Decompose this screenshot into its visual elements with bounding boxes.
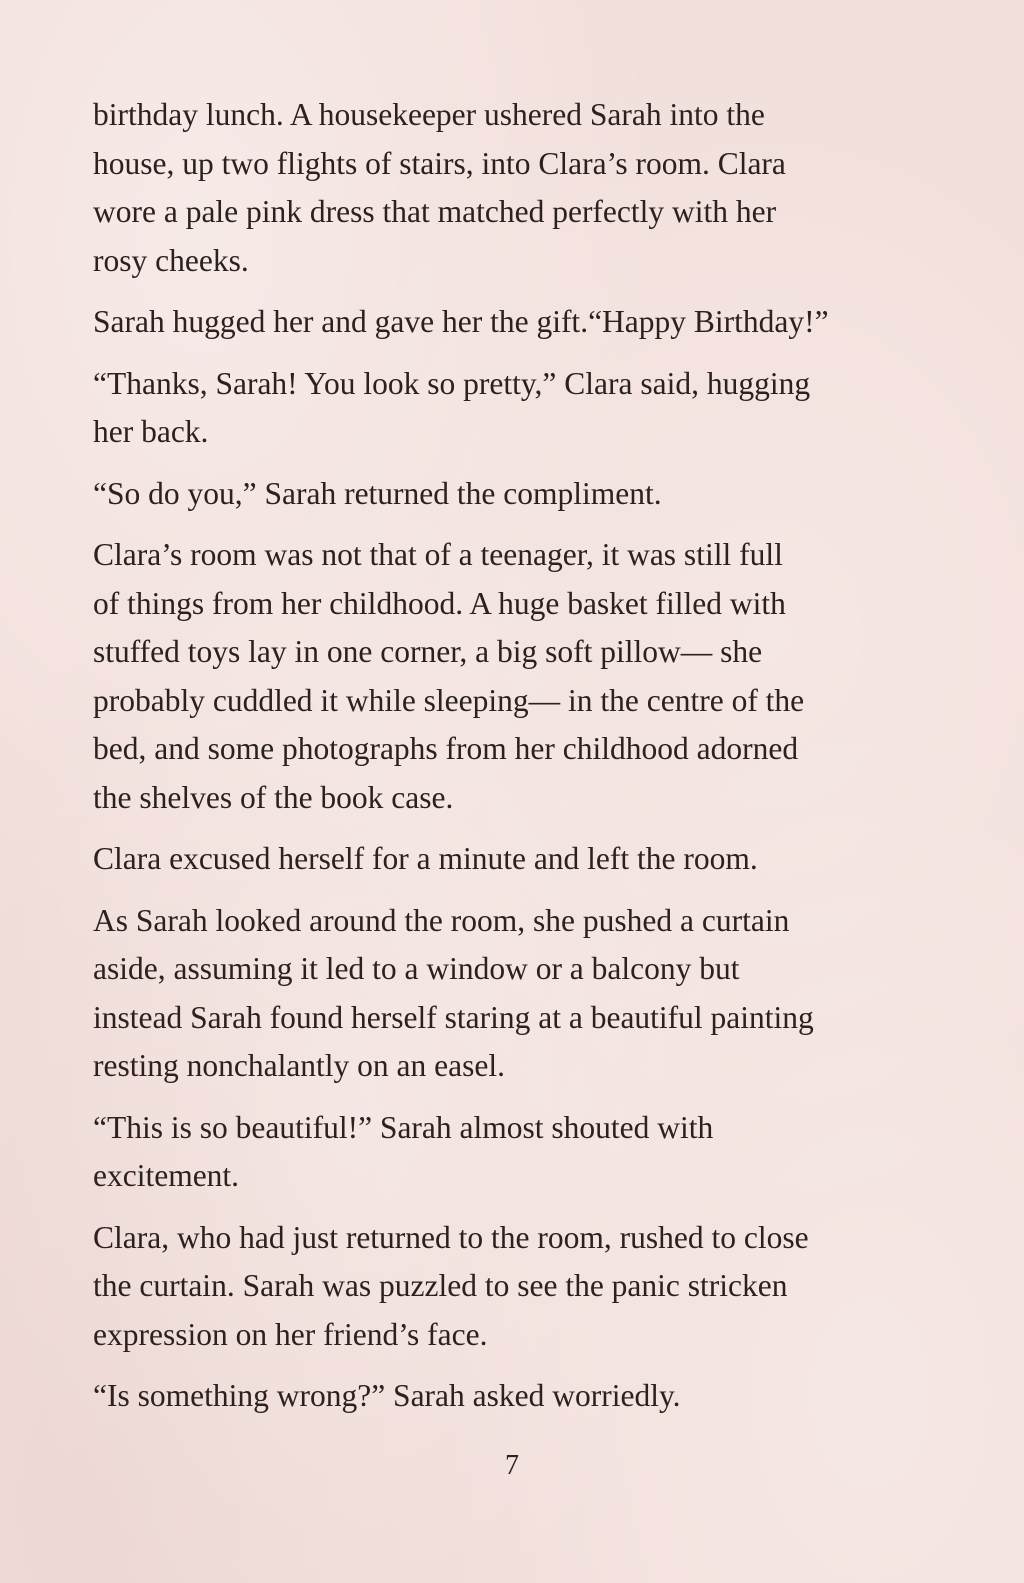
paragraph: Clara excused herself for a minute and left the room.	[93, 841, 758, 876]
paragraph: “This is so beautiful!” Sarah almost shouted with excitement.	[93, 1109, 714, 1193]
paragraph: As Sarah looked around the room, she pushed a curtain aside, assuming it led to a window or a balcony but instead Sarah found herself staring at a beautiful painting resting nonchalantly on an easel.	[93, 902, 814, 1083]
paragraph: birthday lunch. A housekeeper ushered Sarah into the house, up two flights of stairs, into Clara’s room. Clara wore a pale pink dress that matched perfectly with her rosy cheeks.	[93, 97, 786, 278]
paragraph: Clara, who had just returned to the room, rushed to close the curtain. Sarah was puzzled to see the panic stricken expression on her friend’s face.	[93, 1219, 809, 1352]
paragraph: Sarah hugged her and gave her the gift.“Happy Birthday!”	[93, 304, 829, 339]
page-text	[93, 91, 933, 1434]
paragraph: “So do you,” Sarah returned the compliment.	[93, 475, 662, 511]
page-number: 7	[505, 1450, 519, 1481]
paragraph: Clara’s room was not that of a teenager, it was still full of things from her childhood. A huge basket filled with stuffed toys lay in one corner, a big soft pillow— she probably cuddled it while sleeping— in the centre of the bed, and some photographs from her childhood adorned the shelves of the book case.	[93, 537, 805, 815]
paragraph: “Thanks, Sarah! You look so pretty,” Clara said, hugging her back.	[93, 365, 811, 449]
paragraph: “Is something wrong?” Sarah asked worriedly.	[93, 1378, 681, 1413]
